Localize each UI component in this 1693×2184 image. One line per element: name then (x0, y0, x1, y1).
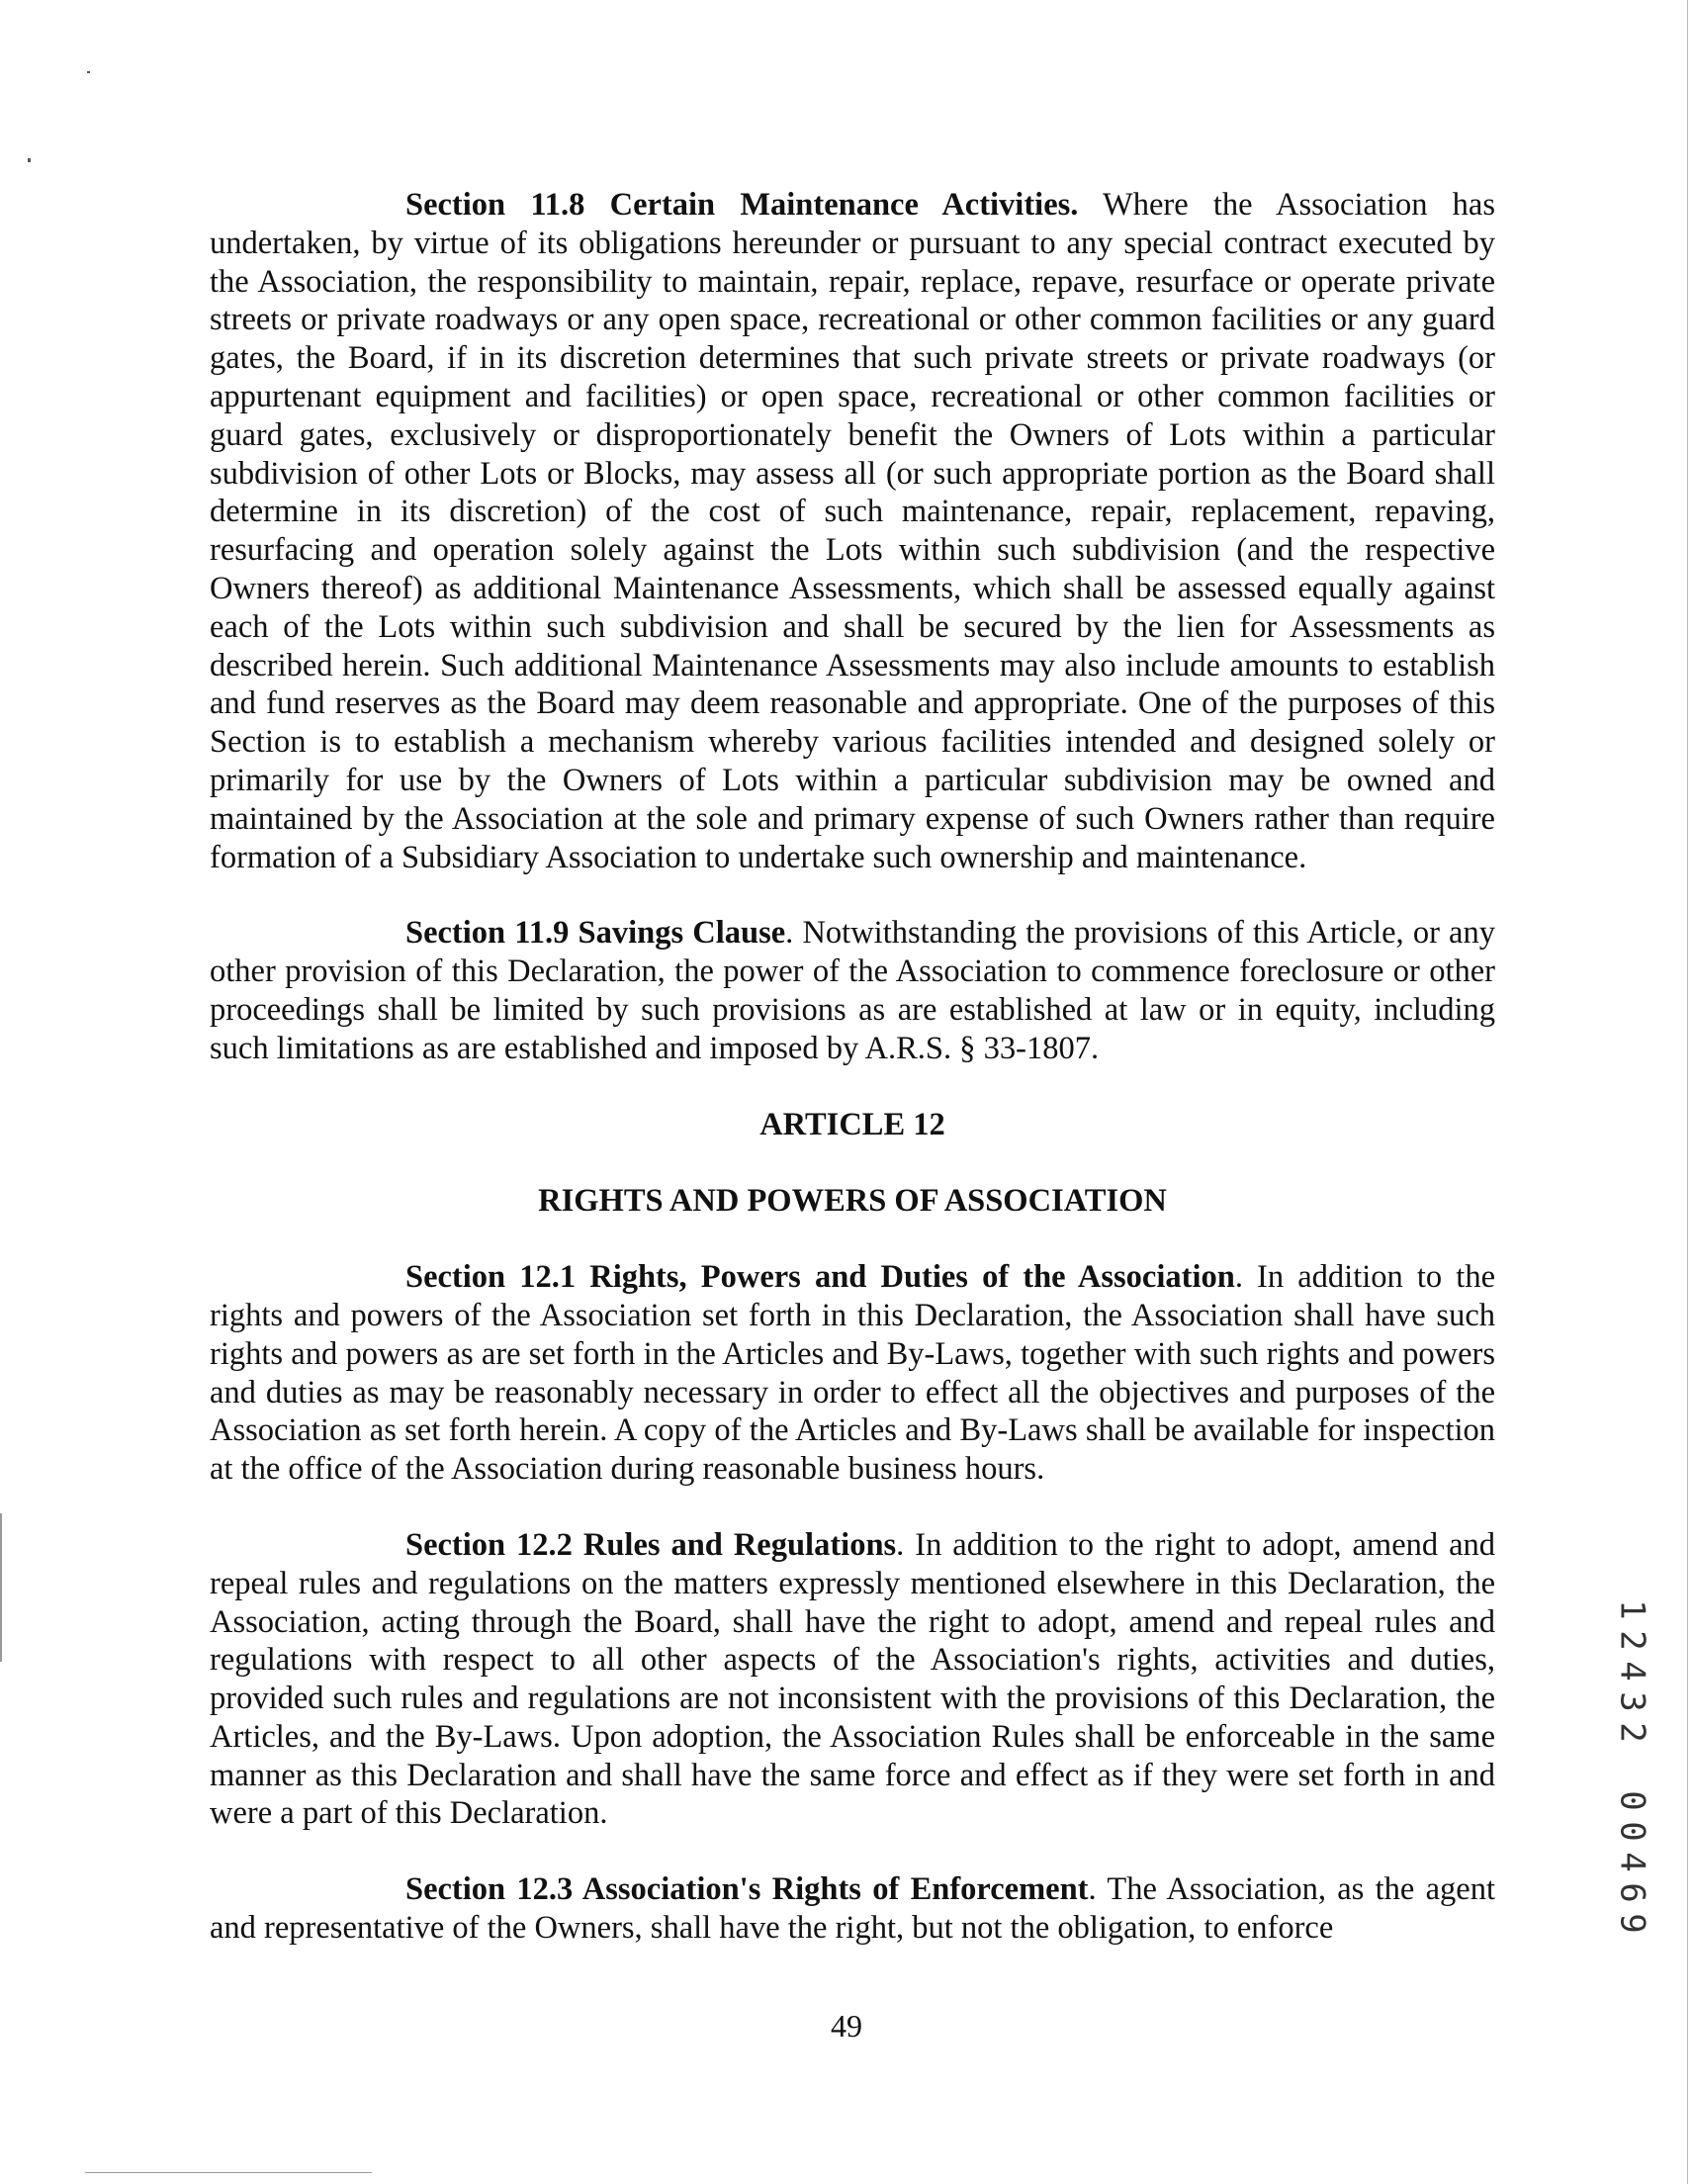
document-body (210, 186, 1495, 1948)
section-11-9-body: . Notwithstanding the provisions of this Article, or any other provision of this Declaration, the power of the Association to commence foreclosure or other proceedings shall be limited by such provisions as are established at law or in equity, including such limitations as are established and imposed by A.R.S. § 33-1807. (210, 915, 1495, 1066)
section-12-1-paragraph (210, 1258, 1495, 1489)
section-12-3-heading: Section 12.3 Association's Rights of Enforcement (405, 1871, 1089, 1908)
section-12-3-paragraph (210, 1870, 1495, 1948)
section-12-2-paragraph (210, 1526, 1495, 1833)
section-11-8-paragraph (210, 186, 1495, 876)
section-12-2-heading: Section 12.2 Rules and Regulations (405, 1526, 897, 1563)
recording-number-digit: 0 (1612, 1821, 1652, 1842)
recording-number-gap (1613, 1749, 1650, 1784)
recording-number-stamp (1612, 1594, 1652, 1939)
scan-edge-line (1687, 0, 1688, 2184)
page-number: 49 (831, 2008, 862, 2044)
recording-number-digit: 2 (1612, 1630, 1652, 1651)
scan-speck (28, 158, 31, 162)
section-11-9-paragraph (210, 914, 1495, 1067)
article-number: ARTICLE 12 (759, 1106, 945, 1142)
section-12-1-body: . In addition to the rights and powers of the Association set forth in this Declaration, the Association shall have such rights and powers as are set forth in the Articles and By-Laws, together with such rights and powers and duties as may be reasonably necessary in order to effect all the objectives and purposes of the Association as set forth herein. A copy of the Articles and By-Laws shall be available for inspection at the office of the Association during reasonable business hours. (210, 1259, 1495, 1488)
section-12-1-heading: Section 12.1 Rights, Powers and Duties of the Association (405, 1259, 1235, 1296)
scan-speck (87, 71, 90, 73)
recording-number-digit: 1 (1612, 1599, 1652, 1620)
recording-number-digit: 4 (1612, 1661, 1652, 1682)
recording-number-digit: 9 (1612, 1913, 1652, 1934)
article-title: RIGHTS AND POWERS OF ASSOCIATION (538, 1183, 1167, 1220)
section-12-3-body: . The Association, as the agent and representative of the Owners, shall have the right, but not the obligation, to enforce (210, 1871, 1495, 1947)
section-12-2-body: . In addition to the right to adopt, amend and repeal rules and regulations on the matters expressly mentioned elsewhere in this Declaration, the Association, acting through the Board, shall have the right to adopt, amend and repeal rules and regulations with respect to all other aspects of the Association's rights, activities and duties, provided such rules and regulations are not inconsistent with the provisions of this Declaration, the Articles, and the By-Laws. Upon adoption, the Association Rules shall be enforceable in the same manner as this Declaration and shall have the same force and effect as if they were set forth in and were a part of this Declaration. (210, 1526, 1495, 1832)
recording-number-digit: 3 (1612, 1691, 1652, 1712)
recording-number-digit: 0 (1612, 1790, 1652, 1811)
recording-number-digit: 6 (1612, 1882, 1652, 1903)
scan-edge-line (0, 1513, 2, 1662)
recording-number-digit: 2 (1612, 1722, 1652, 1743)
recording-number-digit: 4 (1612, 1852, 1652, 1872)
section-11-8-body: Where the Association has undertaken, by virtue of its obligations hereunder or pursuant to any special contract executed by the Association, the responsibility to maintain, repair, replace, repave, resurface or operate private streets or private roadways or any open space, recreational or other common facilities or any guard gates, the Board, if in its discretion determines that such private streets or private roadways (or appurtenant equipment and facilities) or open space, recreational or other common facilities or guard gates, exclusively or disproportionately benefit the Owners of Lots within a particular subdivision of other Lots or Blocks, may assess all (or such appropriate portion as the Board shall determine in its discretion) of the cost of such maintenance, repair, replacement, repaving, resurfacing and operation solely against the Lots within such subdivision (and the respective Owners thereof) as additional Maintenance Assessments, which shall be assessed equally against each of the Lots within such subdivision and shall be secured by the lien for Assessments as described herein. Such additional Maintenance Assessments may also include amounts to establish and fund reserves as the Board may deem reasonable and appropriate. One of the purposes of this Section is to establish a mechanism whereby various facilities intended and designed solely or primarily for use by the Owners of Lots within a particular subdivision may be owned and maintained by the Association at the sole and primary expense of such Owners rather than require formation of a Subsidiary Association to undertake such ownership and maintenance. (210, 187, 1496, 875)
section-11-9-heading: Section 11.9 Savings Clause (405, 915, 786, 952)
scan-bottom-line (85, 2172, 372, 2173)
section-11-8-heading: Section 11.8 Certain Maintenance Activities. (405, 187, 1079, 223)
